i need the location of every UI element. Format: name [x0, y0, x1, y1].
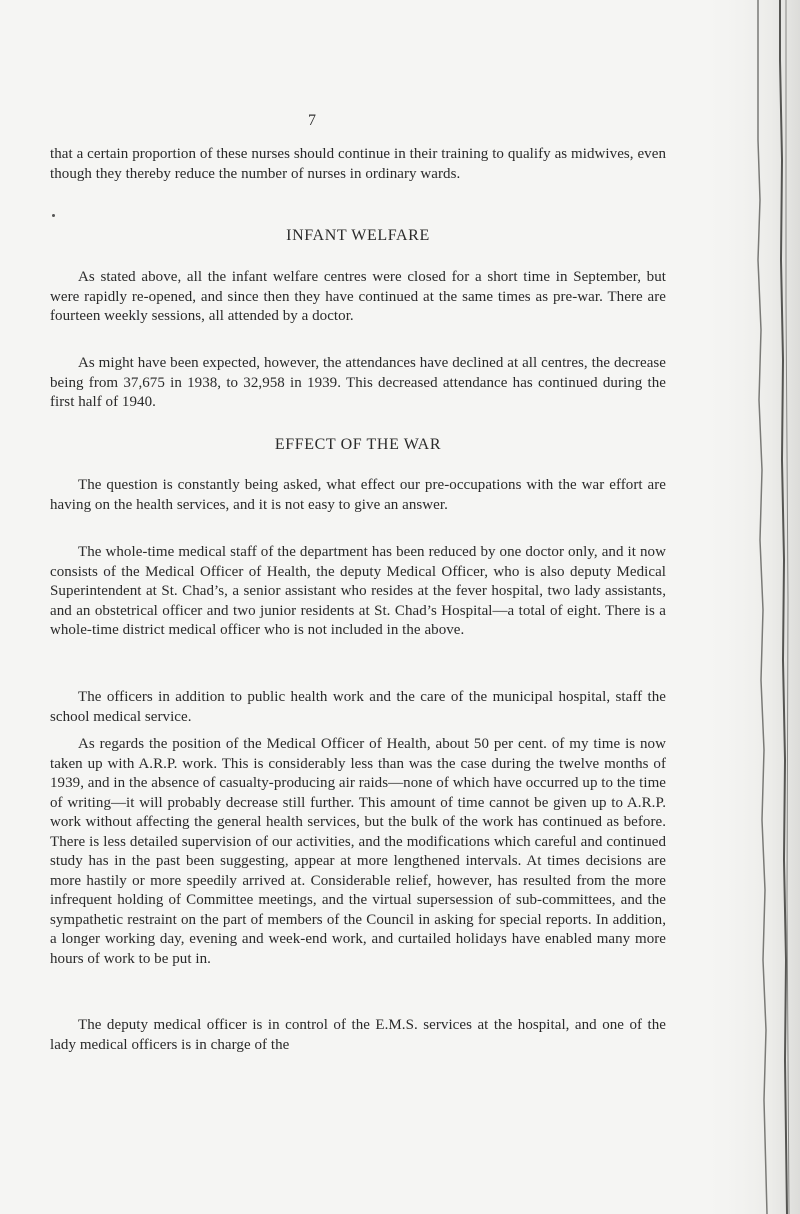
paragraph-attendances-declined: As might have been expected, however, the attendances have declined at all centres, the decrease being from 37,675 in 1938, to 32,958 in 1939. This decreased attendance has continued during the first half of 1940. [50, 355, 666, 410]
paragraph-medical-staff: The whole-time medical staff of the department has been reduced by one doctor only, and it now consists of the Medical Officer of Health, the deputy Medical Officer, who is also deputy Medical Superintendent at St. Chad’s, a senior assistant who resides at the fever hospital, two lady assistants, and an obstetrical officer and two junior residents at St. Chad’s Hospital—a total of eight. There is a whole-time district medical officer who is not included in the above. [50, 544, 666, 638]
paragraph-officers-duties: The officers in addition to public health work and the care of the municipal hospital, staff the school medical service. [50, 689, 666, 725]
section-medical-staff [50, 543, 666, 641]
section-infant-welfare [50, 268, 666, 327]
section-effect-of-war [50, 476, 666, 515]
paragraph-moh-time: As regards the position of the Medical Officer of Health, about 50 per cent. of my time is now taken up with A.R.P. work. This is considerably less than was the case during the twelve months of 1939, and in the absence of casualty-producing air raids—none of which have occurred up to the time of writing—it will probably decrease still further. This amount of time cannot be given up to A.R.P. work without affecting the general health services, but the bulk of the work has continued as before. There is less detailed supervision of our activities, and the modifications which careful and continued study has in the past been suggesting, appear at more lengthened intervals. At times decisions are more hastily or more speedily arrived at. Considerable relief, however, has resulted from the more infrequent holding of Committee meetings, and the virtual supersession of sub-committees, and the sympathetic restraint on the part of members of the Council in asking for special reports. In addition, a longer working day, evening and week-end work, and curtailed holidays have enabled many more hours of work to be put in. [50, 736, 666, 967]
scan-edge-shadow [700, 0, 800, 1214]
section-attendances [50, 354, 666, 413]
paragraph-question-asked: The question is constantly being asked, what effect our pre-occupations with the war effort are having on the health services, and it is not easy to give an answer. [50, 477, 666, 513]
section-deputy-officer [50, 1016, 666, 1055]
paragraph-nurses-training: that a certain proportion of these nurses should continue in their training to qualify as midwives, even though they thereby reduce the number of nurses in ordinary wards. [50, 146, 666, 182]
heading-effect-of-war: EFFECT OF THE WAR [274, 436, 442, 453]
heading-infant-welfare: INFANT WELFARE [286, 227, 430, 244]
page-number: 7 [308, 112, 316, 129]
paragraph-centres-reopened: As stated above, all the infant welfare centres were closed for a short time in September, but were rapidly re-opened, and since then they have continued at the same times as pre-war. There are fourteen weekly sessions, all attended by a doctor. [50, 269, 666, 324]
paragraph-deputy-officer: The deputy medical officer is in control of the E.M.S. services at the hospital, and one of the lady medical officers is in charge of the [50, 1017, 666, 1053]
section-moh-position [50, 735, 666, 969]
print-speck [52, 214, 55, 217]
section-officers [50, 688, 666, 727]
paragraph-continuation [50, 145, 666, 184]
